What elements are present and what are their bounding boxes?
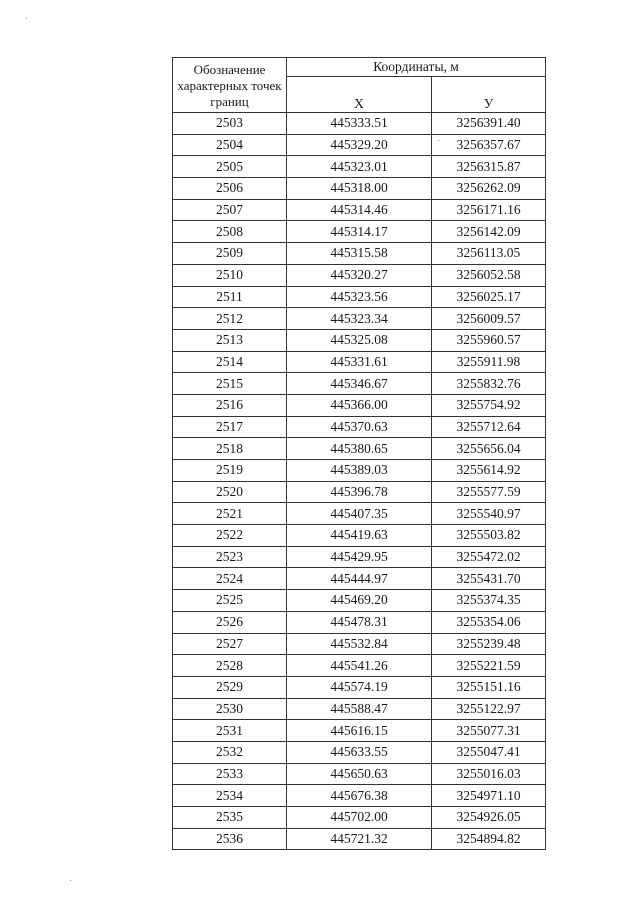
x-coordinate-cell: 445325.08 — [287, 329, 432, 351]
y-coordinate-cell: 3255239.48 — [432, 633, 546, 655]
coordinates-body — [173, 113, 546, 850]
y-coordinate-cell: 3255016.03 — [432, 763, 546, 785]
coordinates-table — [172, 57, 546, 850]
y-coordinate-cell: 3255911.98 — [432, 351, 546, 373]
x-coordinate-cell: 445396.78 — [287, 481, 432, 503]
x-coordinate-cell: 445541.26 — [287, 655, 432, 677]
table-row — [173, 178, 546, 200]
point-id-cell: 2505 — [173, 156, 287, 178]
point-id-cell: 2536 — [173, 828, 287, 850]
point-id-cell: 2526 — [173, 611, 287, 633]
x-coordinate-cell: 445633.55 — [287, 741, 432, 763]
table-row — [173, 308, 546, 330]
y-coordinate-cell: 3256262.09 — [432, 178, 546, 200]
point-id-cell: 2520 — [173, 481, 287, 503]
y-coordinate-cell: 3256009.57 — [432, 308, 546, 330]
y-coordinate-cell: 3255374.35 — [432, 590, 546, 612]
table-row — [173, 113, 546, 135]
point-id-cell: 2514 — [173, 351, 287, 373]
point-id-cell: 2509 — [173, 243, 287, 265]
table-row — [173, 720, 546, 742]
point-id-cell: 2508 — [173, 221, 287, 243]
point-id-cell: 2519 — [173, 460, 287, 482]
y-coordinate-cell: 3255077.31 — [432, 720, 546, 742]
table-row — [173, 134, 546, 156]
y-coordinate-cell: 3254894.82 — [432, 828, 546, 850]
x-coordinate-cell: 445616.15 — [287, 720, 432, 742]
y-coordinate-cell: 3256391.40 — [432, 113, 546, 135]
point-id-cell: 2504 — [173, 134, 287, 156]
x-coordinate-cell: 445323.56 — [287, 286, 432, 308]
point-id-cell: 2530 — [173, 698, 287, 720]
y-coordinate-cell: 3256315.87 — [432, 156, 546, 178]
point-id-cell: 2516 — [173, 394, 287, 416]
x-coordinate-cell: 445366.00 — [287, 394, 432, 416]
x-coordinate-cell: 445315.58 — [287, 243, 432, 265]
x-coordinate-cell: 445532.84 — [287, 633, 432, 655]
table-row — [173, 438, 546, 460]
x-coordinate-cell: 445650.63 — [287, 763, 432, 785]
x-coordinate-cell: 445370.63 — [287, 416, 432, 438]
y-coordinate-cell: 3256171.16 — [432, 199, 546, 221]
table-row — [173, 199, 546, 221]
point-id-cell: 2506 — [173, 178, 287, 200]
x-coordinate-cell: 445331.61 — [287, 351, 432, 373]
y-coordinate-cell: 3255614.92 — [432, 460, 546, 482]
y-coordinate-cell: 3256025.17 — [432, 286, 546, 308]
point-id-cell: 2512 — [173, 308, 287, 330]
point-id-cell: 2525 — [173, 590, 287, 612]
table-row — [173, 611, 546, 633]
y-coordinate-cell: 3255047.41 — [432, 741, 546, 763]
point-id-cell: 2517 — [173, 416, 287, 438]
x-coordinate-cell: 445676.38 — [287, 785, 432, 807]
table-row — [173, 503, 546, 525]
scan-speck — [70, 880, 71, 881]
point-id-cell: 2522 — [173, 525, 287, 547]
y-coordinate-cell: 3255712.64 — [432, 416, 546, 438]
point-id-cell: 2523 — [173, 546, 287, 568]
y-coordinate-cell: 3254926.05 — [432, 807, 546, 829]
x-coordinate-cell: 445702.00 — [287, 807, 432, 829]
table-row — [173, 785, 546, 807]
x-coordinate-cell: 445444.97 — [287, 568, 432, 590]
table-row — [173, 525, 546, 547]
point-id-cell: 2527 — [173, 633, 287, 655]
point-id-cell: 2531 — [173, 720, 287, 742]
y-coordinate-cell: 3255577.59 — [432, 481, 546, 503]
y-coordinate-cell: 3255754.92 — [432, 394, 546, 416]
x-coordinate-cell: 445314.17 — [287, 221, 432, 243]
point-id-cell: 2524 — [173, 568, 287, 590]
table-row — [173, 221, 546, 243]
point-id-cell: 2535 — [173, 807, 287, 829]
table-row — [173, 416, 546, 438]
x-coordinate-cell: 445469.20 — [287, 590, 432, 612]
x-coordinate-cell: 445323.34 — [287, 308, 432, 330]
x-coordinate-cell: 445478.31 — [287, 611, 432, 633]
table-row — [173, 264, 546, 286]
y-column-header: У — [432, 77, 546, 113]
point-id-cell: 2507 — [173, 199, 287, 221]
x-coordinate-cell: 445318.00 — [287, 178, 432, 200]
y-coordinate-cell: 3255960.57 — [432, 329, 546, 351]
x-coordinate-cell: 445389.03 — [287, 460, 432, 482]
x-coordinate-cell: 445419.63 — [287, 525, 432, 547]
table-row — [173, 698, 546, 720]
y-coordinate-cell: 3255431.70 — [432, 568, 546, 590]
table-row — [173, 329, 546, 351]
table-row — [173, 828, 546, 850]
x-coordinate-cell: 445333.51 — [287, 113, 432, 135]
table-row — [173, 351, 546, 373]
point-id-cell: 2532 — [173, 741, 287, 763]
y-coordinate-cell: 3255832.76 — [432, 373, 546, 395]
x-coordinate-cell: 445588.47 — [287, 698, 432, 720]
table-row — [173, 481, 546, 503]
x-coordinate-cell: 445329.20 — [287, 134, 432, 156]
table-row — [173, 676, 546, 698]
x-coordinate-cell: 445323.01 — [287, 156, 432, 178]
y-coordinate-cell: 3256113.05 — [432, 243, 546, 265]
table-row — [173, 568, 546, 590]
x-coordinate-cell: 445721.32 — [287, 828, 432, 850]
x-coordinate-cell: 445574.19 — [287, 676, 432, 698]
x-coordinate-cell: 445407.35 — [287, 503, 432, 525]
y-coordinate-cell: 3256052.58 — [432, 264, 546, 286]
designation-header: Обозначение характерных точек границ — [173, 58, 287, 113]
point-id-cell: 2503 — [173, 113, 287, 135]
y-coordinate-cell: 3255221.59 — [432, 655, 546, 677]
table-row — [173, 590, 546, 612]
y-coordinate-cell: 3254971.10 — [432, 785, 546, 807]
table-row — [173, 460, 546, 482]
table-row — [173, 807, 546, 829]
point-id-cell: 2521 — [173, 503, 287, 525]
y-coordinate-cell: 3255354.06 — [432, 611, 546, 633]
y-coordinate-cell: 3255472.02 — [432, 546, 546, 568]
y-coordinate-cell: 3255540.97 — [432, 503, 546, 525]
x-coordinate-cell: 445314.46 — [287, 199, 432, 221]
table-row — [173, 546, 546, 568]
point-id-cell: 2533 — [173, 763, 287, 785]
point-id-cell: 2518 — [173, 438, 287, 460]
coordinates-header: Координаты, м — [287, 58, 546, 77]
table-row — [173, 763, 546, 785]
scan-speck — [26, 18, 27, 19]
table-row — [173, 156, 546, 178]
table-row — [173, 243, 546, 265]
table-row — [173, 286, 546, 308]
table-row — [173, 394, 546, 416]
point-id-cell: 2510 — [173, 264, 287, 286]
y-coordinate-cell: 3256357.67 — [432, 134, 546, 156]
table-row — [173, 741, 546, 763]
point-id-cell: 2511 — [173, 286, 287, 308]
y-coordinate-cell: 3255656.04 — [432, 438, 546, 460]
point-id-cell: 2515 — [173, 373, 287, 395]
y-coordinate-cell: 3256142.09 — [432, 221, 546, 243]
x-coordinate-cell: 445346.67 — [287, 373, 432, 395]
x-coordinate-cell: 445320.27 — [287, 264, 432, 286]
point-id-cell: 2528 — [173, 655, 287, 677]
table-row — [173, 655, 546, 677]
point-id-cell: 2513 — [173, 329, 287, 351]
y-coordinate-cell: 3255122.97 — [432, 698, 546, 720]
point-id-cell: 2529 — [173, 676, 287, 698]
table-row — [173, 633, 546, 655]
x-coordinate-cell: 445429.95 — [287, 546, 432, 568]
y-coordinate-cell: 3255503.82 — [432, 525, 546, 547]
table-row — [173, 373, 546, 395]
x-coordinate-cell: 445380.65 — [287, 438, 432, 460]
x-column-header: X — [287, 77, 432, 113]
point-id-cell: 2534 — [173, 785, 287, 807]
y-coordinate-cell: 3255151.16 — [432, 676, 546, 698]
